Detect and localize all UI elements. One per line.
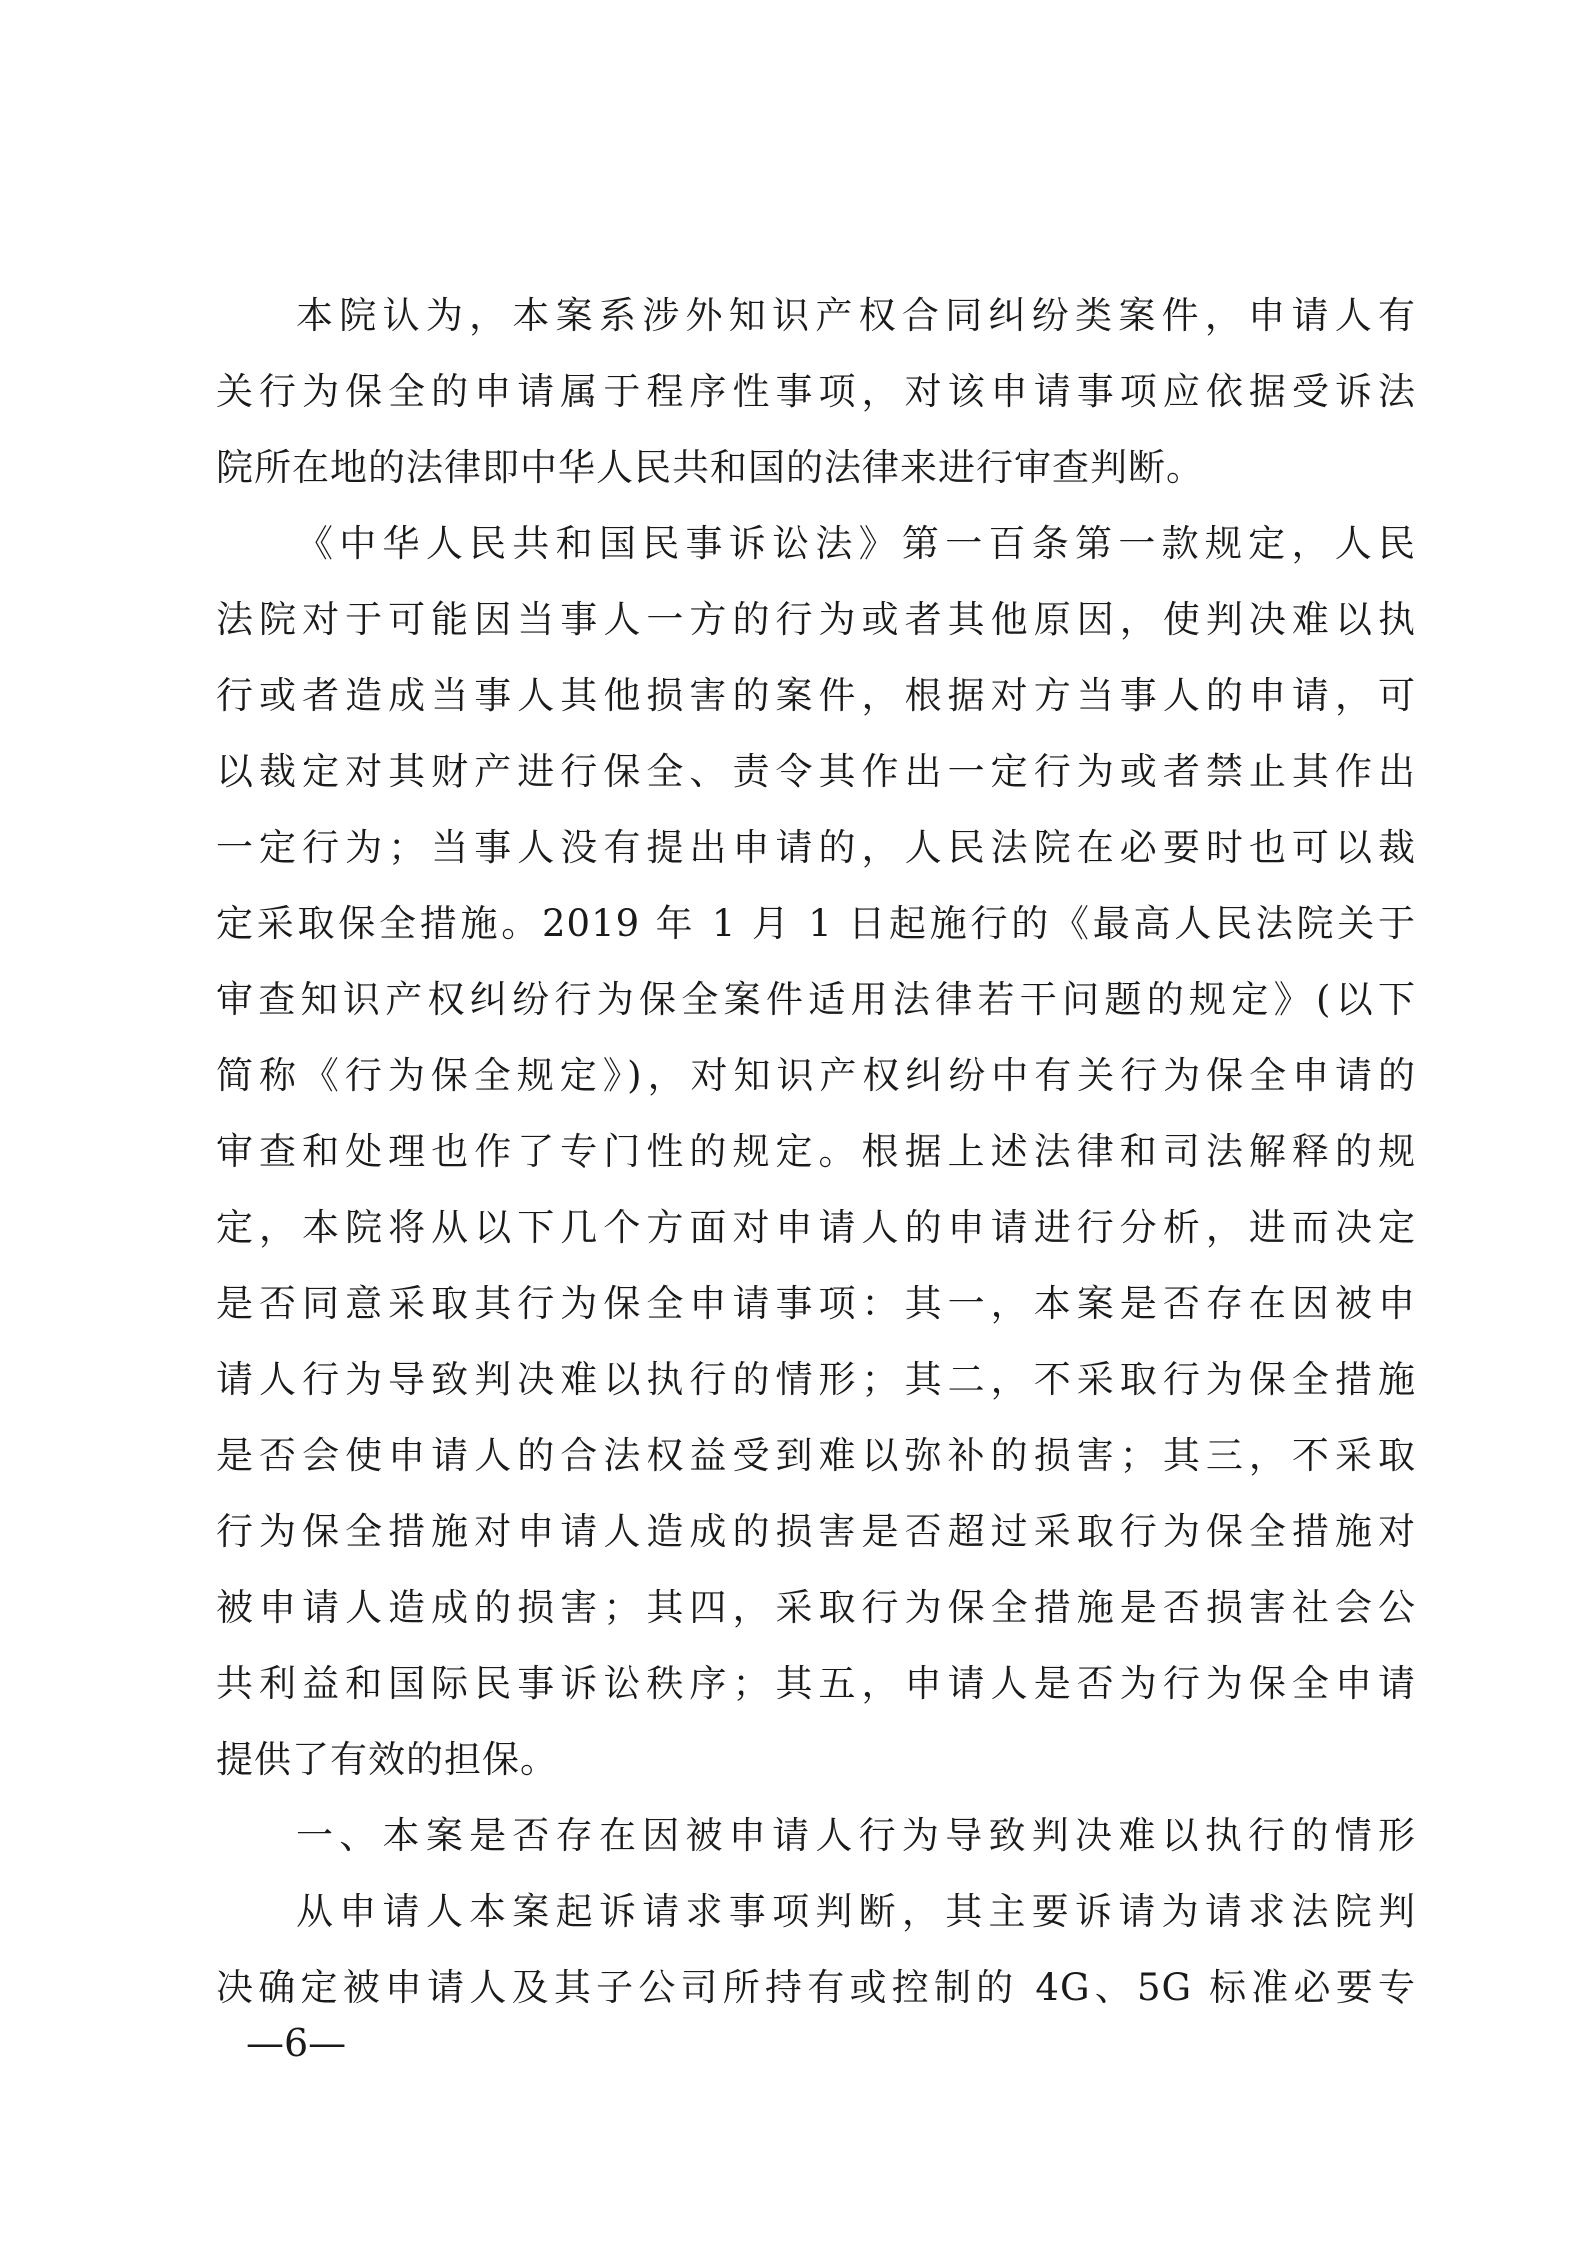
paragraph-2-line-1: 《中华人民共和国民事诉讼法》第一百条第一款规定，人民 xyxy=(296,522,1416,565)
page-number: —6— xyxy=(246,2021,347,2065)
paragraph-2-line-8: 简称《行为保全规定》)，对知识产权纠纷中有关行为保全申请的 xyxy=(216,1054,1416,1097)
paragraph-1-line-1: 本院认为，本案系涉外知识产权合同纠纷类案件，申请人有 xyxy=(296,294,1416,337)
paragraph-1-line-3: 院所在地的法律即中华人民共和国的法律来进行审查判断。 xyxy=(216,446,1204,489)
paragraph-2-line-2: 法院对于可能因当事人一方的行为或者其他原因，使判决难以执 xyxy=(216,598,1416,641)
paragraph-3-line-1: 从申请人本案起诉请求事项判断，其主要诉请为请求法院判 xyxy=(296,1890,1416,1933)
paragraph-2-line-10: 定，本院将从以下几个方面对申请人的申请进行分析，进而决定 xyxy=(216,1206,1416,1249)
section-heading: 一、本案是否存在因被申请人行为导致判决难以执行的情形 xyxy=(296,1814,1416,1857)
paragraph-2-line-9: 审查和处理也作了专门性的规定。根据上述法律和司法解释的规 xyxy=(216,1130,1416,1173)
paragraph-2-line-17: 提供了有效的担保。 xyxy=(216,1738,558,1781)
paragraph-2-line-16: 共利益和国际民事诉讼秩序；其五，申请人是否为行为保全申请 xyxy=(216,1662,1416,1705)
paragraph-2-line-5: 一定行为；当事人没有提出申请的，人民法院在必要时也可以裁 xyxy=(216,826,1416,869)
paragraph-2-line-6: 定采取保全措施。2019 年 1 月 1 日起施行的《最高人民法院关于 xyxy=(216,902,1416,945)
paragraph-2-line-14: 行为保全措施对申请人造成的损害是否超过采取行为保全措施对 xyxy=(216,1510,1416,1553)
paragraph-2-line-4: 以裁定对其财产进行保全、责令其作出一定行为或者禁止其作出 xyxy=(216,750,1416,793)
paragraph-3-line-2: 决确定被申请人及其子公司所持有或控制的 4G、5G 标准必要专 xyxy=(216,1966,1416,2009)
paragraph-1-line-2: 关行为保全的申请属于程序性事项，对该申请事项应依据受诉法 xyxy=(216,370,1416,413)
paragraph-2-line-3: 行或者造成当事人其他损害的案件，根据对方当事人的申请，可 xyxy=(216,674,1416,717)
paragraph-2-line-12: 请人行为导致判决难以执行的情形；其二，不采取行为保全措施 xyxy=(216,1358,1416,1401)
paragraph-2-line-7: 审查知识产权纠纷行为保全案件适用法律若干问题的规定》(以下 xyxy=(216,978,1416,1021)
paragraph-2-line-13: 是否会使申请人的合法权益受到难以弥补的损害；其三，不采取 xyxy=(216,1434,1416,1477)
paragraph-2-line-15: 被申请人造成的损害；其四，采取行为保全措施是否损害社会公 xyxy=(216,1586,1416,1629)
paragraph-2-line-11: 是否同意采取其行为保全申请事项：其一，本案是否存在因被申 xyxy=(216,1282,1416,1325)
